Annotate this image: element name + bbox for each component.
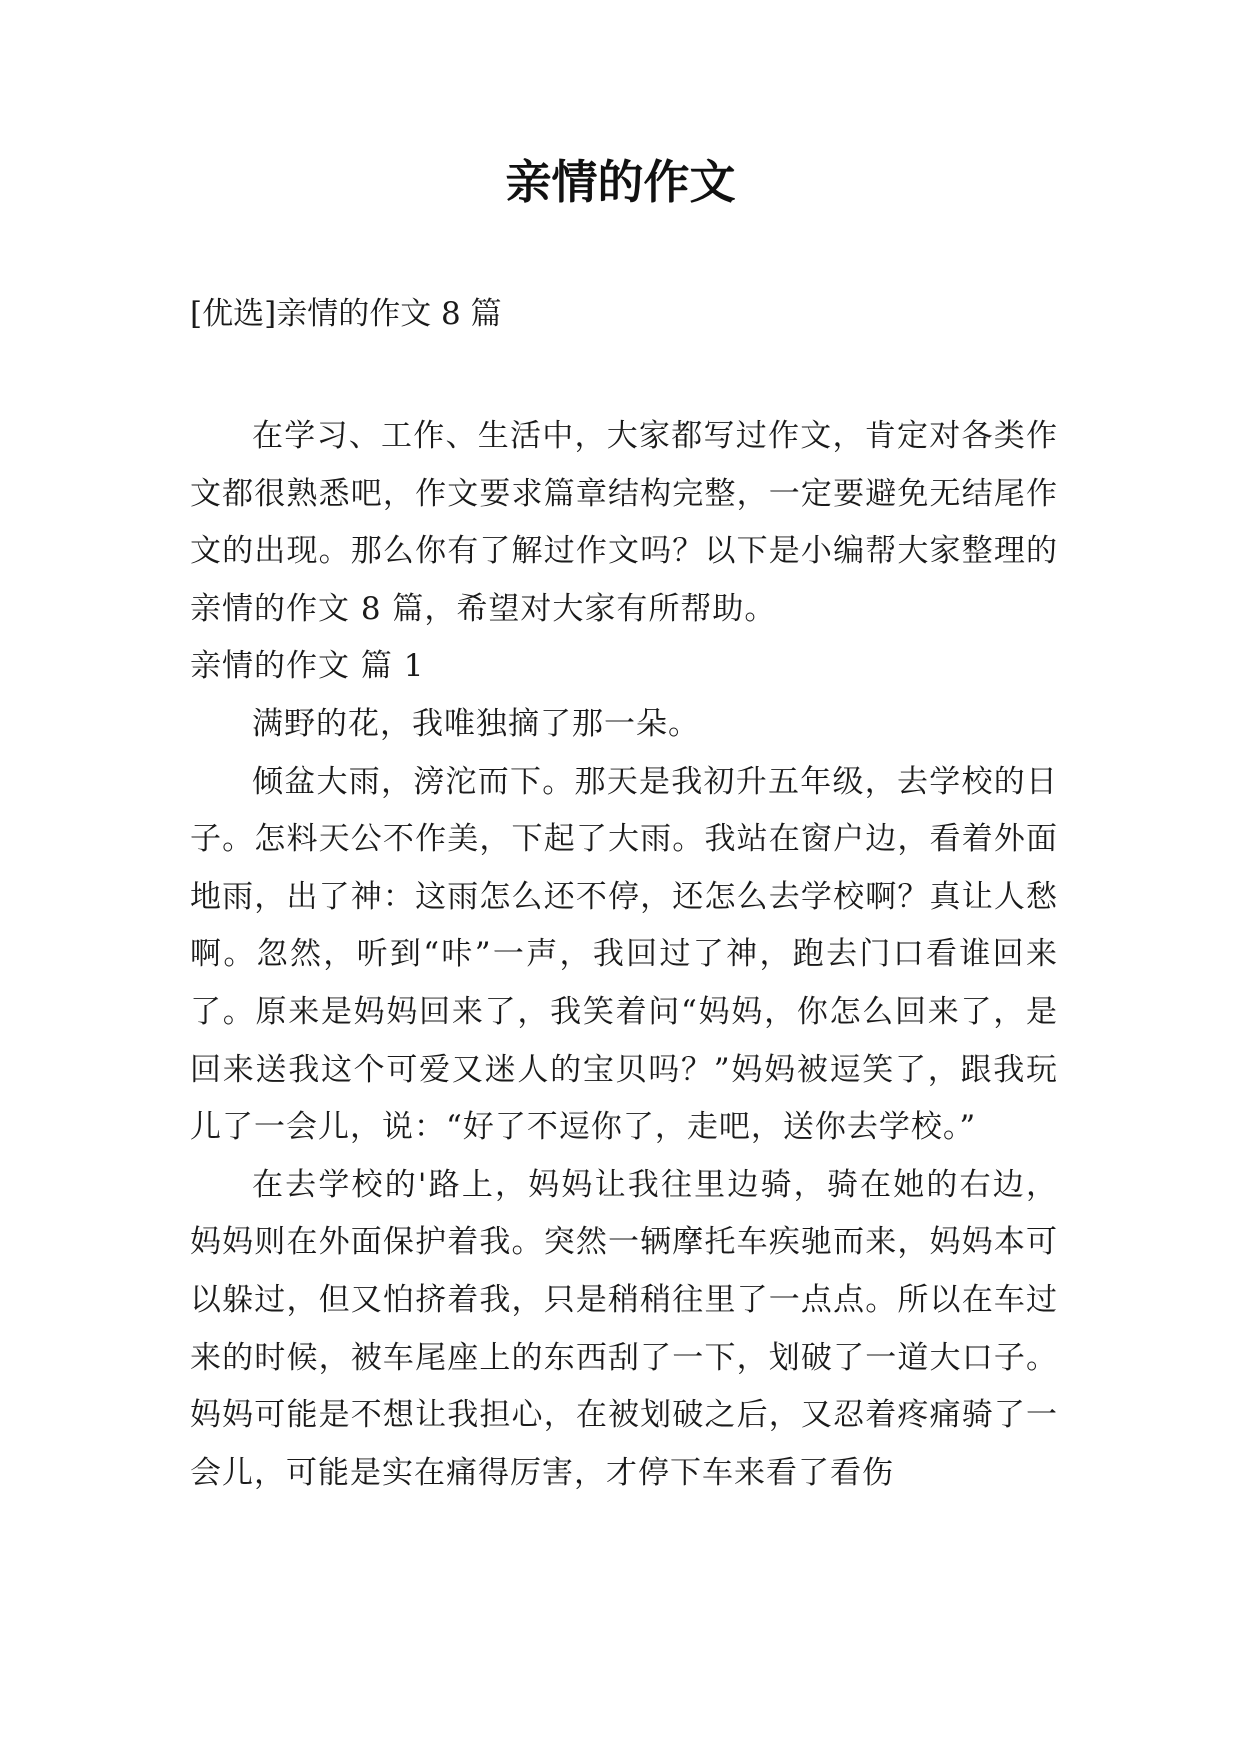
- body-paragraph: 倾盆大雨，滂沱而下。那天是我初升五年级，去学校的日子。怎料天公不作美，下起了大雨。我站在窗户边，看着外面地雨，出了神：这雨怎么还不停，还怎么去学校啊？真让人愁啊。忽然，听到“咔”一声，我回过了神，跑去门口看谁回来了。原来是妈妈回来了，我笑着问“妈妈，你怎么回来了，是回来送我这个可爱又迷人的宝贝吗？”妈妈被逗笑了，跟我玩儿了一会儿，说：“好了不逗你了，走吧，送你去学校。”: [190, 763, 1058, 1146]
- document-subtitle: [优选]亲情的作文 8 篇: [190, 296, 502, 332]
- body-paragraph: 满野的花，我唯独摘了那一朵。: [252, 705, 700, 742]
- document-body: [190, 408, 1058, 1502]
- body-paragraph: 在去学校的'路上，妈妈让我往里边骑，骑在她的右边，妈妈则在外面保护着我。突然一辆摩托车疾驰而来，妈妈本可以躲过，但又怕挤着我，只是稍稍往里了一点点。所以在车过来的时候，被车尾座上的东西刮了一下，划破了一道大口子。妈妈可能是不想让我担心，在被划破之后，又忍着疼痛骑了一会儿，可能是实在痛得厉害，才停下车来看了看伤: [190, 1166, 1058, 1491]
- intro-paragraph: 在学习、工作、生活中，大家都写过作文，肯定对各类作文都很熟悉吧，作文要求篇章结构完整，一定要避免无结尾作文的出现。那么你有了解过作文吗？以下是小编帮大家整理的亲情的作文 8 篇，希望对大家有所帮助。: [190, 418, 1058, 627]
- document-title: 亲情的作文: [505, 155, 736, 209]
- section-heading: 亲情的作文 篇 1: [190, 648, 425, 685]
